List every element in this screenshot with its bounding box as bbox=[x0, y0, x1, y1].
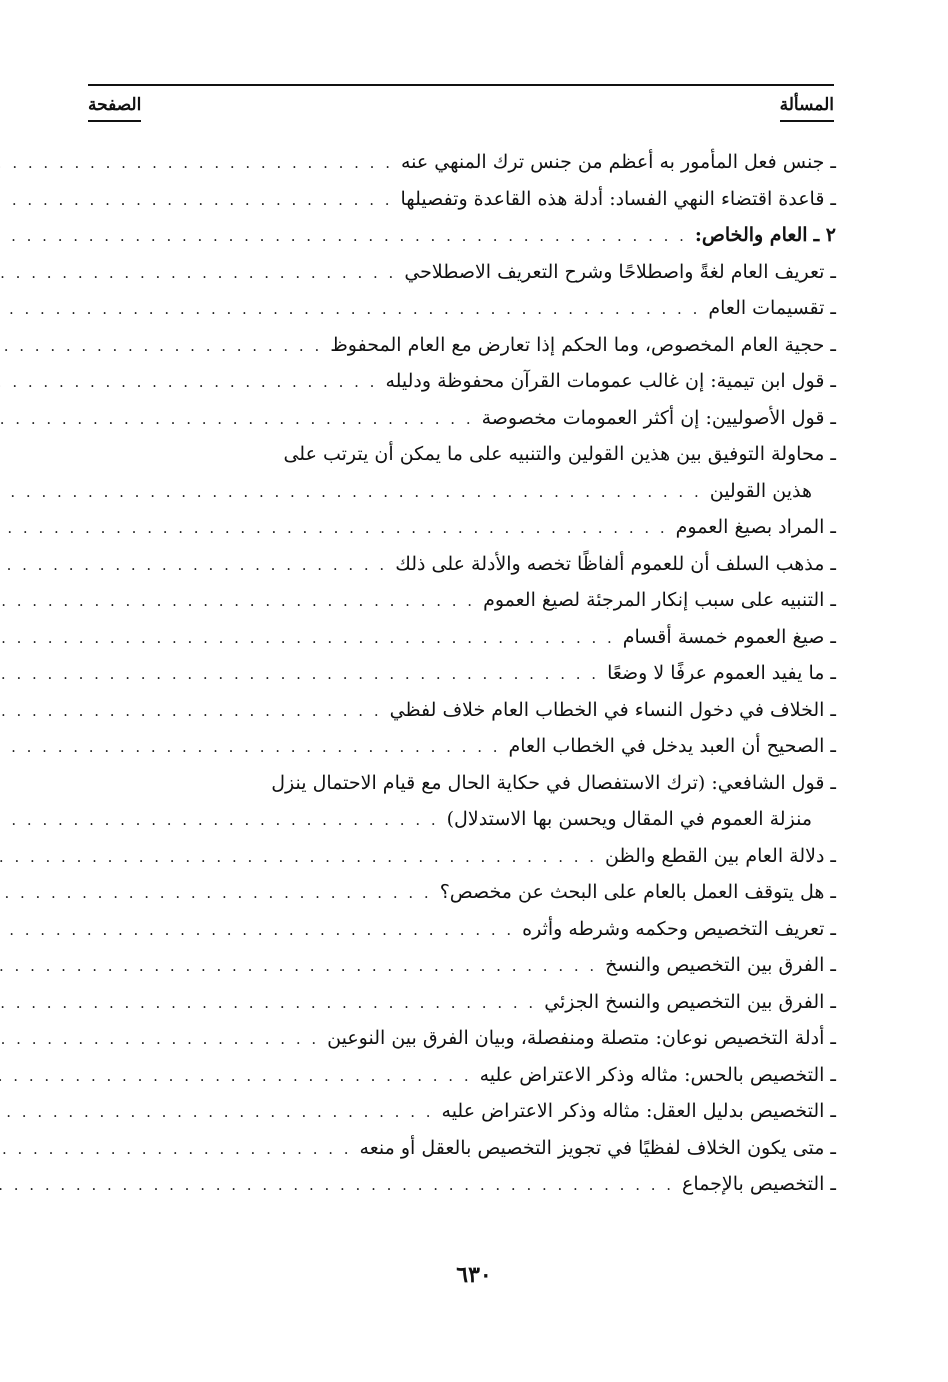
dot-leader bbox=[0, 656, 599, 693]
entry-title: منزلة العموم في المقال ويحسن بها الاستدلال) bbox=[446, 808, 812, 830]
dot-leader bbox=[0, 547, 387, 584]
toc-entry bbox=[88, 838, 836, 875]
entry-marker: ـ bbox=[830, 954, 836, 976]
entry-title: قول الأصوليين: إن أكثر العمومات مخصوصة bbox=[481, 406, 825, 429]
dot-leader bbox=[0, 1021, 319, 1058]
toc-entry bbox=[88, 546, 836, 583]
dot-leader bbox=[0, 948, 597, 985]
entry-title: تعريف التخصيص وحكمه وشرطه وأثره bbox=[522, 917, 825, 940]
dot-leader bbox=[0, 912, 514, 949]
entry-title: التخصيص بالإجماع bbox=[682, 1173, 825, 1195]
entry-marker: ـ bbox=[830, 1136, 836, 1159]
entry-marker: ـ bbox=[830, 516, 836, 538]
entry-title: ما يفيد العموم عرفًا لا وضعًا bbox=[607, 662, 825, 684]
toc-entry bbox=[88, 217, 836, 254]
dot-leader bbox=[0, 145, 393, 182]
dot-leader bbox=[0, 839, 597, 876]
dot-leader bbox=[0, 875, 432, 912]
dot-leader bbox=[0, 328, 322, 365]
entry-title: التخصيص بدليل العقل: مثاله وذكر الاعتراض عليه bbox=[441, 1100, 825, 1122]
entry-title: تقسيمات العام bbox=[708, 297, 825, 319]
dot-leader bbox=[0, 255, 396, 292]
dot-leader bbox=[0, 693, 382, 730]
entry-title: الفرق بين التخصيص والنسخ bbox=[605, 954, 825, 976]
entry-title: العام والخاص: bbox=[694, 224, 808, 246]
entry-title: قول الشافعي: (ترك الاستفصال في حكاية الحال مع قيام الاحتمال ينزل bbox=[271, 771, 825, 794]
entry-title: مذهب السلف أن للعموم ألفاظًا تخصه والأدلة على ذلك bbox=[395, 552, 825, 575]
entry-title: قول ابن تيمية: إن غالب عمومات القرآن محفوظة ودليله bbox=[385, 370, 825, 392]
entry-marker: ـ bbox=[830, 844, 836, 867]
entry-marker: ـ bbox=[830, 771, 836, 794]
toc-entry bbox=[88, 1093, 836, 1130]
toc-entry bbox=[88, 911, 836, 948]
dot-leader bbox=[0, 985, 536, 1022]
toc-entry bbox=[88, 327, 836, 364]
page-column-label: الصفحة bbox=[88, 94, 141, 122]
dot-leader bbox=[0, 1058, 472, 1095]
entry-marker: ـ bbox=[830, 260, 836, 283]
dot-leader bbox=[0, 291, 700, 328]
table-of-contents bbox=[88, 144, 836, 1203]
issue-column-label: المسألة bbox=[780, 94, 834, 122]
entry-marker: ـ bbox=[830, 552, 836, 575]
entry-marker: ـ bbox=[830, 1100, 836, 1122]
toc-entry bbox=[88, 728, 836, 765]
entry-title: الصحيح أن العبد يدخل في الخطاب العام bbox=[508, 735, 825, 757]
entry-title: جنس فعل المأمور به أعظم من جنس ترك المنهي عنه bbox=[400, 151, 825, 173]
entry-title: المراد بصيغ العموم bbox=[675, 516, 825, 538]
entry-title: قاعدة اقتضاء النهي الفساد: أدلة هذه القاعدة وتفصيلها bbox=[400, 187, 825, 210]
toc-entry bbox=[88, 1130, 836, 1167]
dot-leader bbox=[0, 401, 474, 438]
entry-title: التخصيص بالحس: مثاله وذكر الاعتراض عليه bbox=[479, 1063, 825, 1086]
entry-marker: ـ bbox=[830, 1027, 836, 1049]
page-number: ٦٣٠ bbox=[456, 1262, 492, 1288]
dot-leader bbox=[0, 729, 501, 766]
entry-marker: ٢ ـ bbox=[813, 224, 836, 246]
dot-leader bbox=[0, 218, 687, 255]
entry-title: حجية العام المخصوص، وما الحكم إذا تعارض مع العام المحفوظ bbox=[330, 333, 825, 356]
entry-title: الفرق بين التخصيص والنسخ الجزئي bbox=[544, 990, 825, 1013]
dot-leader bbox=[0, 182, 393, 219]
toc-entry bbox=[88, 801, 836, 838]
entry-title: متى يكون الخلاف لفظيًا في تجويز التخصيص بالعقل أو منعه bbox=[359, 1136, 825, 1159]
dot-leader bbox=[0, 1094, 434, 1131]
toc-entry bbox=[88, 400, 836, 437]
entry-marker: ـ bbox=[830, 406, 836, 429]
entry-marker: ـ bbox=[830, 698, 836, 721]
entry-title: أدلة التخصيص نوعان: متصلة ومنفصلة، وبيان الفرق بين النوعين bbox=[327, 1027, 825, 1049]
entry-title: هذين القولين bbox=[709, 479, 812, 502]
toc-entry bbox=[88, 1020, 836, 1057]
entry-marker: ـ bbox=[830, 1063, 836, 1086]
dot-leader bbox=[0, 1167, 674, 1204]
toc-entry bbox=[88, 144, 836, 181]
dot-leader bbox=[0, 1131, 352, 1168]
toc-entry bbox=[88, 290, 836, 327]
entry-marker: ـ bbox=[830, 990, 836, 1013]
entry-marker: ـ bbox=[830, 187, 836, 210]
toc-entry bbox=[88, 436, 836, 473]
entry-title: هل يتوقف العمل بالعام على البحث عن مخصص؟ bbox=[439, 881, 825, 903]
entry-title: تعريف العام لغةً واصطلاحًا وشرح التعريف الاصطلاحي bbox=[404, 260, 825, 283]
top-rule bbox=[88, 84, 834, 86]
entry-title: صيغ العموم خمسة أقسام bbox=[622, 625, 825, 648]
entry-marker: ـ bbox=[830, 370, 836, 392]
entry-marker: ـ bbox=[830, 589, 836, 611]
toc-entry bbox=[88, 473, 836, 510]
toc-entry bbox=[88, 254, 836, 291]
entry-title: التنبيه على سبب إنكار المرجئة لصيغ العموم bbox=[483, 589, 825, 611]
toc-entry bbox=[88, 1057, 836, 1094]
toc-entry bbox=[88, 363, 836, 400]
entry-marker: ـ bbox=[830, 297, 836, 319]
toc-entry bbox=[88, 582, 836, 619]
toc-entry bbox=[88, 692, 836, 729]
entry-title: الخلاف في دخول النساء في الخطاب العام خلاف لفظي bbox=[389, 698, 825, 721]
entry-title: دلالة العام بين القطع والظن bbox=[605, 844, 825, 867]
dot-leader bbox=[0, 364, 377, 401]
toc-entry bbox=[88, 181, 836, 218]
toc-entry bbox=[88, 874, 836, 911]
entry-marker: ـ bbox=[830, 735, 836, 757]
dot-leader bbox=[0, 510, 668, 547]
dot-leader bbox=[0, 802, 439, 839]
dot-leader bbox=[0, 583, 475, 620]
dot-leader bbox=[0, 474, 702, 511]
entry-marker: ـ bbox=[830, 625, 836, 648]
toc-entry bbox=[88, 619, 836, 656]
entry-marker: ـ bbox=[830, 151, 836, 173]
toc-entry bbox=[88, 765, 836, 802]
entry-marker: ـ bbox=[830, 662, 836, 684]
column-header bbox=[88, 94, 834, 126]
entry-title: محاولة التوفيق بين هذين القولين والتنبيه على ما يمكن أن يترتب على bbox=[283, 443, 825, 465]
toc-entry bbox=[88, 655, 836, 692]
entry-marker: ـ bbox=[830, 881, 836, 903]
dot-leader bbox=[0, 620, 615, 657]
toc-entry bbox=[88, 947, 836, 984]
toc-entry bbox=[88, 1166, 836, 1203]
entry-marker: ـ bbox=[830, 917, 836, 940]
entry-marker: ـ bbox=[830, 443, 836, 465]
entry-marker: ـ bbox=[830, 333, 836, 356]
toc-entry bbox=[88, 509, 836, 546]
entry-marker: ـ bbox=[830, 1173, 836, 1195]
toc-entry bbox=[88, 984, 836, 1021]
